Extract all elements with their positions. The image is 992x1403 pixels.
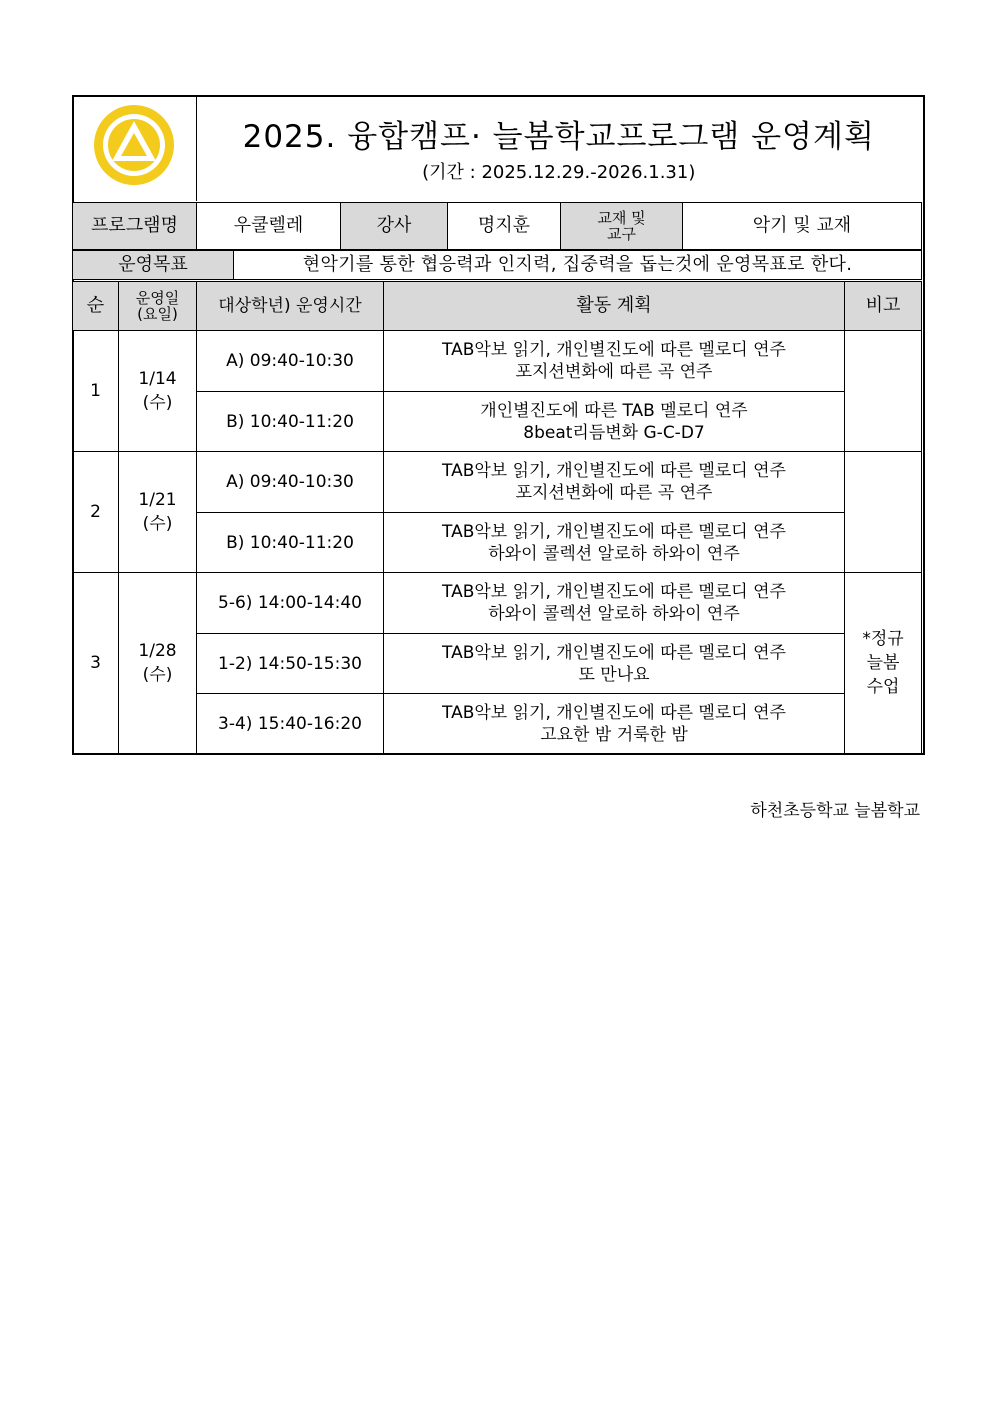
row-date bbox=[119, 331, 197, 452]
row-day-value: (수) bbox=[142, 665, 173, 685]
row-time: 5-6) 14:00-14:40 bbox=[197, 573, 384, 634]
page-title: 2025. 융합캠프· 늘봄학교프로그램 운영계획 bbox=[242, 119, 875, 155]
row-date-value: 1/21 bbox=[138, 490, 177, 510]
header-date bbox=[119, 282, 197, 331]
materials-label bbox=[561, 203, 683, 250]
plan-line2: 포지션변화에 따른 곡 연주 bbox=[515, 483, 713, 503]
row-date-value: 1/14 bbox=[138, 369, 177, 389]
row-note bbox=[845, 452, 922, 573]
note-line2: 늘봄 bbox=[866, 653, 900, 673]
row-time: B) 10:40-11:20 bbox=[197, 392, 384, 452]
table-row bbox=[73, 392, 922, 452]
table-row bbox=[73, 331, 922, 392]
row-plan bbox=[384, 634, 845, 694]
note-line1: *정규 bbox=[862, 629, 904, 649]
plan-line1: TAB악보 읽기, 개인별진도에 따른 멜로디 연주 bbox=[442, 340, 786, 360]
table-row bbox=[73, 452, 922, 513]
goal-value: 현악기를 통한 협응력과 인지력, 집중력을 돕는것에 운영목표로 한다. bbox=[234, 251, 922, 280]
row-date-value: 1/28 bbox=[138, 641, 177, 661]
row-time: A) 09:40-10:30 bbox=[197, 331, 384, 392]
info-table bbox=[72, 202, 922, 250]
footer-school-name: 하천초등학교 늘봄학교 bbox=[750, 801, 920, 821]
plan-line1: TAB악보 읽기, 개인별진도에 따른 멜로디 연주 bbox=[442, 521, 786, 542]
plan-line2: 또 만나요 bbox=[578, 664, 650, 685]
row-plan bbox=[384, 331, 845, 392]
period-text: (기간 : 2025.12.29.-2026.1.31) bbox=[422, 162, 696, 183]
row-day-value: (수) bbox=[142, 393, 173, 413]
materials-value: 악기 및 교재 bbox=[683, 203, 922, 250]
table-row bbox=[73, 573, 922, 634]
goal-table bbox=[72, 250, 922, 280]
table-row bbox=[73, 694, 922, 754]
header-time: 대상학년) 운영시간 bbox=[197, 282, 384, 331]
header-note: 비고 bbox=[845, 282, 922, 331]
title-cell bbox=[196, 95, 921, 201]
plan-line1: TAB악보 읽기, 개인별진도에 따른 멜로디 연주 bbox=[442, 582, 786, 602]
row-no: 3 bbox=[73, 573, 119, 754]
plan-line2: 하와이 콜렉션 알로하 하와이 연주 bbox=[488, 604, 740, 624]
logo-cell bbox=[72, 95, 196, 201]
row-note bbox=[845, 331, 922, 452]
plan-line2: 8beat리듬변화 G-C-D7 bbox=[523, 422, 705, 443]
row-plan bbox=[384, 392, 845, 452]
table-row bbox=[73, 513, 922, 573]
header-no: 순 bbox=[73, 282, 119, 331]
header-date-line2: (요일) bbox=[137, 305, 178, 323]
materials-label-line1: 교재 및 bbox=[597, 209, 646, 227]
plan-line1: TAB악보 읽기, 개인별진도에 따른 멜로디 연주 bbox=[442, 461, 786, 481]
header-date-line1: 운영일 bbox=[135, 289, 180, 307]
row-plan bbox=[384, 452, 845, 513]
note-line3: 수업 bbox=[866, 677, 900, 697]
row-plan bbox=[384, 513, 845, 573]
plan-line2: 포지션변화에 따른 곡 연주 bbox=[515, 362, 713, 382]
row-no: 2 bbox=[73, 452, 119, 573]
table-row bbox=[73, 634, 922, 694]
row-time: B) 10:40-11:20 bbox=[197, 513, 384, 573]
row-date bbox=[119, 452, 197, 573]
row-day-value: (수) bbox=[142, 514, 173, 534]
schedule-header-row bbox=[73, 282, 922, 331]
header-plan: 활동 계획 bbox=[384, 282, 845, 331]
goal-label: 운영목표 bbox=[73, 251, 234, 280]
row-time: A) 09:40-10:30 bbox=[197, 452, 384, 513]
plan-line1: TAB악보 읽기, 개인별진도에 따른 멜로디 연주 bbox=[442, 642, 786, 663]
row-time: 1-2) 14:50-15:30 bbox=[197, 634, 384, 694]
instructor-value: 명지훈 bbox=[448, 203, 561, 250]
plan-line2: 고요한 밤 거룩한 밤 bbox=[540, 724, 688, 745]
row-note bbox=[845, 573, 922, 754]
materials-label-line2: 교구 bbox=[607, 225, 636, 243]
row-no: 1 bbox=[73, 331, 119, 452]
row-time: 3-4) 15:40-16:20 bbox=[197, 694, 384, 754]
program-value: 우쿨렐레 bbox=[197, 203, 341, 250]
row-plan bbox=[384, 694, 845, 754]
program-label: 프로그램명 bbox=[73, 203, 197, 250]
plan-line1: TAB악보 읽기, 개인별진도에 따른 멜로디 연주 bbox=[442, 702, 786, 723]
row-plan bbox=[384, 573, 845, 634]
plan-line2: 하와이 콜렉션 알로하 하와이 연주 bbox=[488, 543, 740, 564]
instructor-label: 강사 bbox=[341, 203, 448, 250]
plan-line1: 개인별진도에 따른 TAB 멜로디 연주 bbox=[480, 400, 748, 421]
row-date bbox=[119, 573, 197, 754]
school-emblem-icon bbox=[92, 103, 176, 187]
schedule-table bbox=[72, 281, 922, 754]
header-table bbox=[72, 95, 921, 201]
